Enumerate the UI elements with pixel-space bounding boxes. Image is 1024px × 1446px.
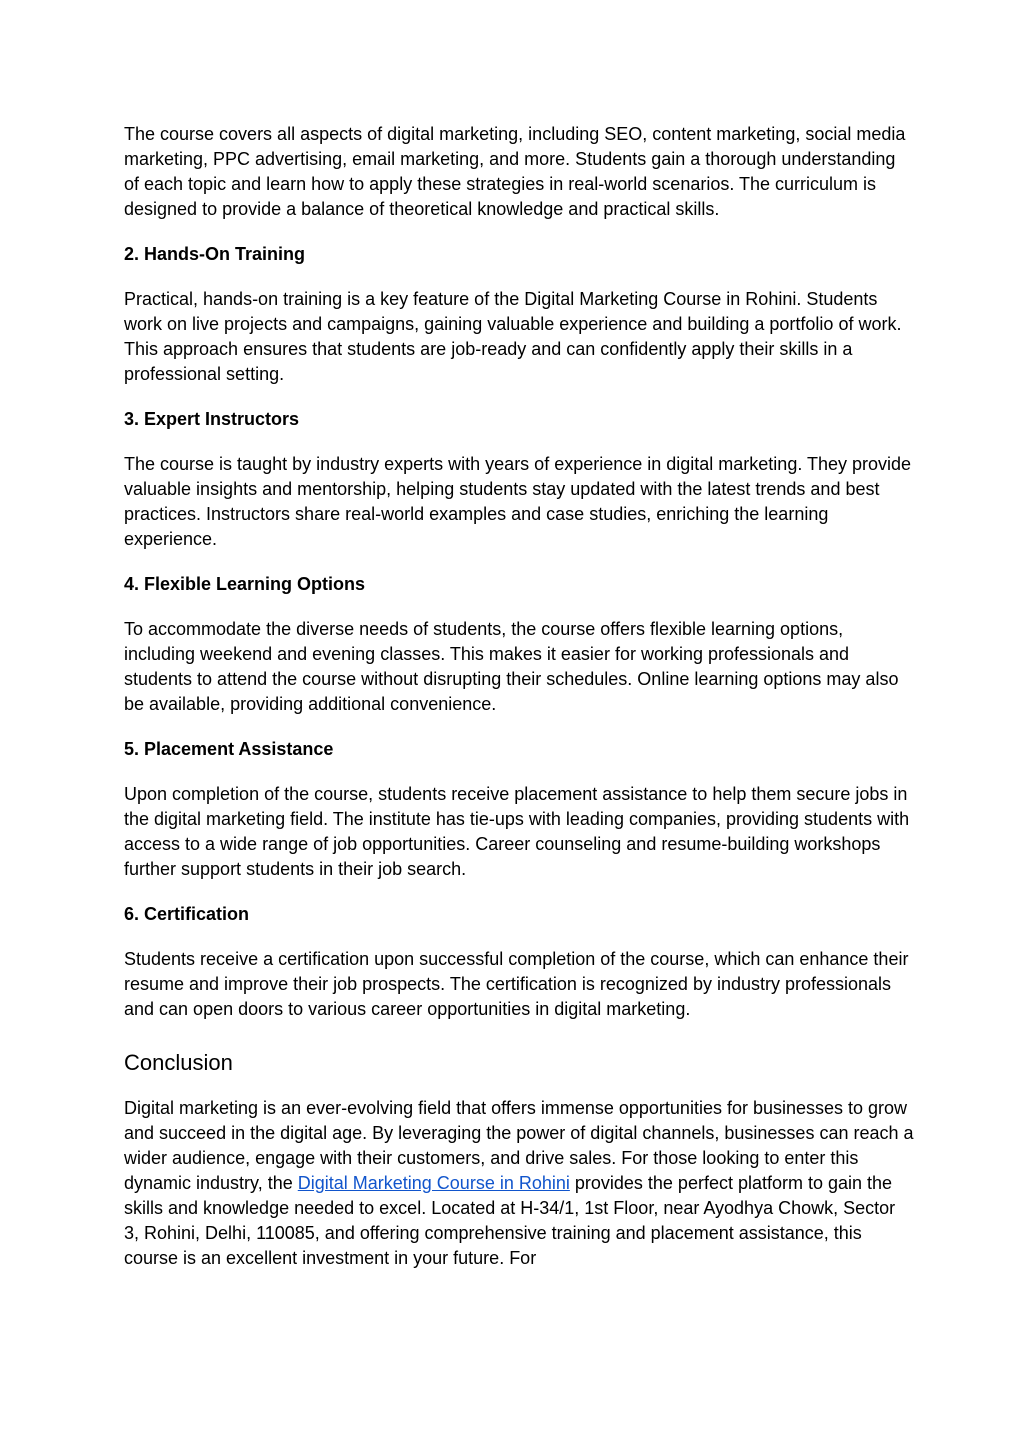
course-link[interactable]: Digital Marketing Course in Rohini [297, 1173, 570, 1193]
section-heading-flexible-learning: 4. Flexible Learning Options [124, 574, 366, 594]
section-body-placement-assistance: Upon completion of the course, students receive placement assistance to help them secure jobs in the digital marketing field. The institute has tie-ups with leading companies, providing students with access to a wide range of job opportunities. Career counseling and resume-building workshops further support students in their job search. [124, 784, 910, 879]
section-body-certification: Students receive a certification upon successful completion of the course, which can enhance their resume and improve their job prospects. The certification is recognized by industry professionals and can open doors to various career opportunities in digital marketing. [124, 949, 909, 1019]
intro-paragraph: The course covers all aspects of digital marketing, including SEO, content marketing, social media marketing, PPC advertising, email marketing, and more. Students gain a thorough understanding of each topic and learn how to apply these strategies in real-world scenarios. The curriculum is designed to provide a balance of theoretical knowledge and practical skills. [124, 124, 906, 219]
section-heading-expert-instructors: 3. Expert Instructors [124, 409, 300, 429]
conclusion-paragraph [124, 1096, 914, 1271]
conclusion-title: Conclusion [124, 1050, 233, 1075]
section-body-hands-on-training: Practical, hands-on training is a key feature of the Digital Marketing Course in Rohini. Students work on live projects and campaigns, gaining valuable experience and building a portfolio of work. This approach ensures that students are job-ready and can confidently apply their skills in a professional setting. [124, 289, 902, 384]
conclusion-text-after-link: provides the perfect platform to gain the skills and knowledge needed to excel. Located at H-34/1, 1st Floor, near Ayodhya Chowk, Sector 3, Rohini, Delhi, 110085, and offering comprehensive training and placement assistance, this course is an excellent investment in your future. For [124, 1173, 896, 1268]
section-heading-certification: 6. Certification [124, 904, 250, 924]
section-body-expert-instructors: The course is taught by industry experts with years of experience in digital marketing. They provide valuable insights and mentorship, helping students stay updated with the latest trends and best practices. Instructors share real-world examples and case studies, enriching the learning experience. [124, 454, 912, 549]
section-heading-placement-assistance: 5. Placement Assistance [124, 739, 334, 759]
document-page [124, 122, 914, 1271]
section-body-flexible-learning: To accommodate the diverse needs of students, the course offers flexible learning options, including weekend and evening classes. This makes it easier for working professionals and students to attend the course without disrupting their schedules. Online learning options may also be available, providing additional convenience. [124, 619, 899, 714]
conclusion-text-before-link: Digital marketing is an ever-evolving field that offers immense opportunities for businesses to grow and succeed in the digital age. By leveraging the power of digital channels, businesses can reach a wider audience, engage with their customers, and drive sales. For those looking to enter this dynamic industry, the [124, 1098, 914, 1193]
section-heading-hands-on-training: 2. Hands-On Training [124, 244, 306, 264]
